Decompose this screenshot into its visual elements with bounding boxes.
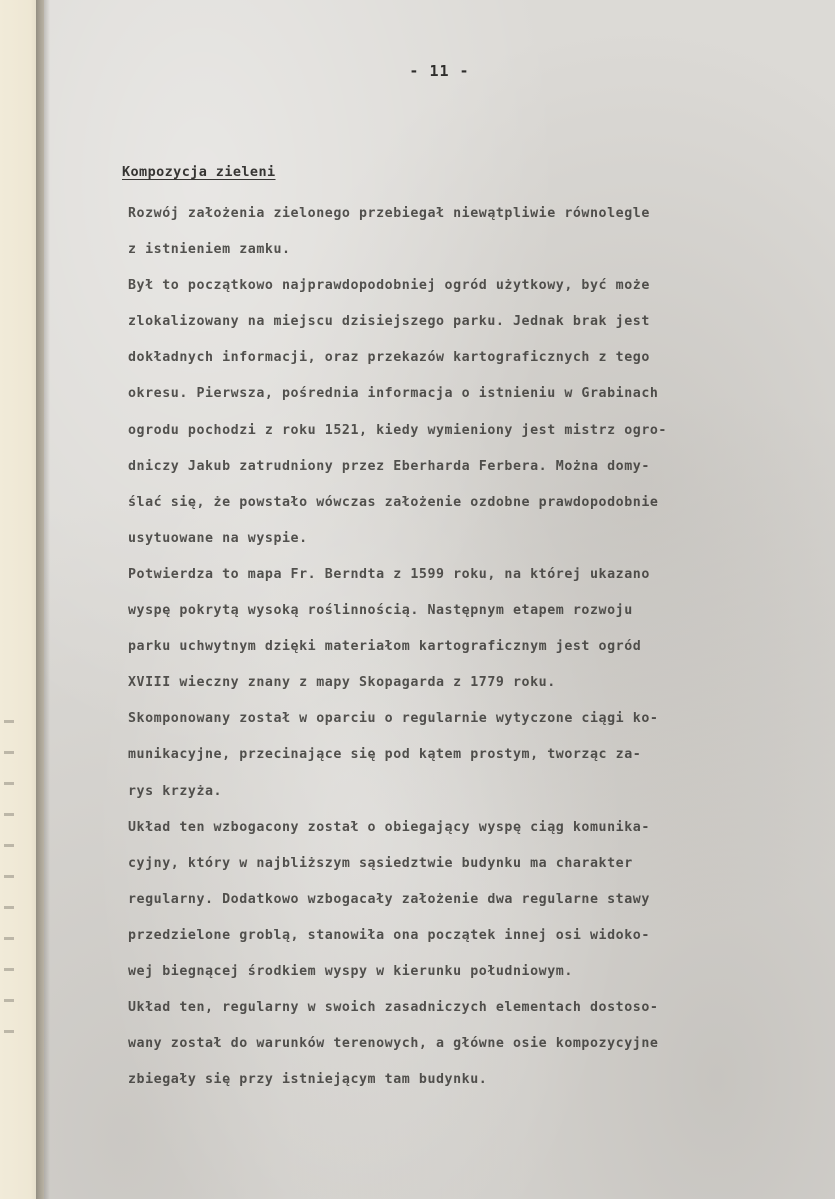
text-line: parku uchwytnym dzięki materiałom kartograficznym jest ogród <box>128 639 642 655</box>
typewritten-page <box>44 0 835 1199</box>
text-line: regularny. Dodatkowo wzbogacały założenie dwa regularne stawy <box>128 891 650 907</box>
section-heading: Kompozycja zieleni <box>122 164 276 180</box>
text-line: Potwierdza to mapa Fr. Berndta z 1599 roku, na której ukazano <box>128 566 650 582</box>
text-line: Układ ten wzbogacony został o obiegający wyspę ciąg komunika- <box>128 819 650 835</box>
text-line: wyspę pokrytą wysoką roślinnością. Następnym etapem rozwoju <box>128 603 633 619</box>
text-line: rys krzyża. <box>128 783 223 799</box>
text-line: okresu. Pierwsza, pośrednia informacja o istnieniu w Grabinach <box>128 386 659 402</box>
text-line: Układ ten, regularny w swoich zasadniczych elementach dostoso- <box>128 1000 659 1016</box>
text-line: przedzielone groblą, stanowiła ona początek innej osi widoko- <box>128 927 650 943</box>
text-line: Rozwój założenia zielonego przebiegał niewątpliwie równolegle <box>128 206 650 221</box>
facing-page-marks <box>4 720 24 1100</box>
text-line: Był to początkowo najprawdopodobniej ogród użytkowy, być może <box>128 278 650 294</box>
text-line: wany został do warunków terenowych, a główne osie kompozycyjne <box>128 1036 659 1052</box>
body-text <box>128 203 818 1105</box>
text-line: zbiegały się przy istniejącym tam budynku. <box>128 1072 488 1088</box>
text-line: usytuowane na wyspie. <box>128 530 308 546</box>
text-line: dokładnych informacji, oraz przekazów kartograficznych z tego <box>128 350 650 366</box>
text-line: wej biegnącej środkiem wyspy w kierunku południowym. <box>128 963 573 979</box>
text-line: ślać się, że powstało wówczas założenie ozdobne prawdopodobnie <box>128 494 659 510</box>
text-line: zlokalizowany na miejscu dzisiejszego parku. Jednak brak jest <box>128 314 650 330</box>
text-line: dniczy Jakub zatrudniony przez Eberharda Ferbera. Można domy- <box>128 458 650 474</box>
binding-gutter-shadow <box>36 0 50 1199</box>
text-line: munikacyjne, przecinające się pod kątem prostym, tworząc za- <box>128 747 642 763</box>
text-line: cyjny, który w najbliższym sąsiedztwie budynku ma charakter <box>128 855 633 871</box>
text-line: Skomponowany został w oparciu o regularnie wytyczone ciągi ko- <box>128 711 659 727</box>
page-number: - 11 - <box>409 62 470 80</box>
text-line: XVIII wieczny znany z mapy Skopagarda z 1779 roku. <box>128 675 556 691</box>
text-line: z istnieniem zamku. <box>128 242 291 258</box>
text-line: ogrodu pochodzi z roku 1521, kiedy wymieniony jest mistrz ogro- <box>128 422 667 438</box>
